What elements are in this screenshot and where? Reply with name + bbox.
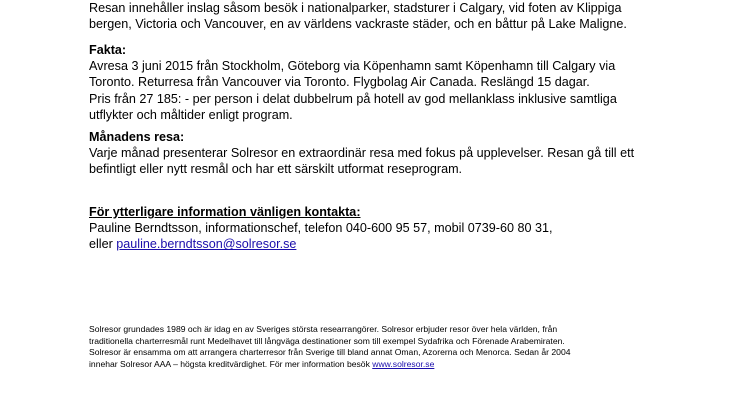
manadens-resa-line: Varje månad presenterar Solresor en extraordinär resa med fokus på upplevelser. Resan gå till ett [89,146,635,161]
intro-line: Resan innehåller inslag såsom besök i nationalparker, stadsturer i Calgary, vid foten av Klippiga [89,1,622,15]
contact-email-line [89,236,552,252]
footer-line [89,359,571,371]
contact-email-prefix: eller [89,237,117,252]
intro-section [89,0,627,32]
footer-last-prefix: innehar Solresor AAA – högsta kreditvärdighet. För mer information besök [89,358,373,369]
fakta-line: Pris från 27 185: - per person i delat dubbelrum på hotell av god mellanklass inklusive samtliga [89,91,617,106]
contact-email-link[interactable]: pauline.berndtsson@solresor.se [116,237,297,252]
contact-section [89,204,552,253]
footer-line: Solresor grundades 1989 och är idag en av Sveriges största researrangörer. Solresor erbjuder resor över hela världen, från [89,324,558,334]
manadens-resa-line: befintligt eller nytt resmål och har ett särskilt utformat reseprogram. [89,162,463,177]
fakta-line: utflykter och måltider enligt program. [89,107,293,122]
fakta-line: Avresa 3 juni 2015 från Stockholm, Göteborg via Köpenhamn samt Köpenhamn till Calgary via [89,59,616,74]
footer-line: traditionella charterresmål runt Medelhavet till långväga destinationer som till exempel Sydafrika och Förenade Arabemiraten. [89,335,565,346]
fakta-heading: Fakta: [89,43,127,57]
contact-details: Pauline Berndtsson, informationschef, telefon 040-600 95 57, mobil 0739-60 80 31, [89,221,553,236]
intro-line: bergen, Victoria och Vancouver, en av världens vackraste städer, och en båttur på Lake Maligne. [89,17,627,32]
contact-heading: För ytterligare information vänligen kontakta: [89,205,361,219]
website-link[interactable]: www.solresor.se [372,358,435,369]
manadens-resa-heading: Månadens resa: [89,130,185,144]
fakta-section [89,42,617,123]
footer-boilerplate [89,324,571,370]
fakta-line: Toronto. Returresa från Vancouver via Toronto. Flygbolag Air Canada. Reslängd 15 dagar. [89,75,590,90]
manadens-resa-section [89,129,634,178]
footer-line: Solresor är ensamma om att arrangera charterresor från Sverige till bland annat Oman, Azorerna och Menorca. Sedan år 2004 [89,347,571,358]
